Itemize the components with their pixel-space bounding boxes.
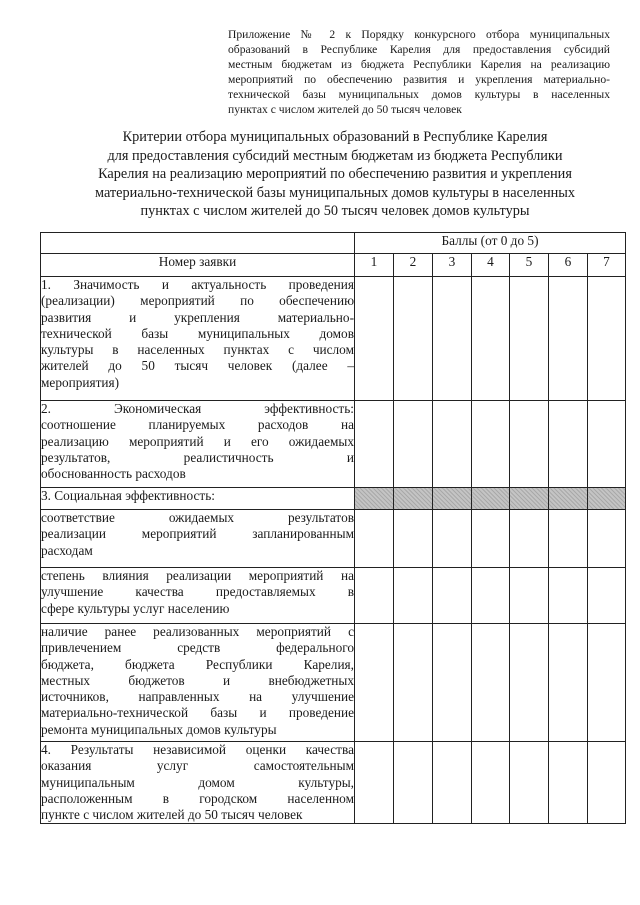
appendix-line: Приложение № 2 к Порядку конкурсного отбора муниципальных [228,28,610,41]
header-blank-cell [41,233,355,254]
shaded-score-cell [433,488,472,510]
appendix-line: мероприятий по обеспечению развития и укрепления материально- [228,73,610,86]
score-cell[interactable] [394,568,433,624]
criteria-line: технической базы муниципальных домов [41,325,354,341]
criteria-line: реализации мероприятий запланированным [41,526,354,542]
score-cell[interactable] [549,742,588,824]
score-cell[interactable] [472,742,510,824]
criteria-line: 4. Результаты независимой оценки качества [41,742,354,757]
criteria-text [41,277,355,401]
shaded-score-cell [394,488,433,510]
score-cell[interactable] [355,277,394,401]
score-cell[interactable] [588,401,626,488]
score-cell[interactable] [588,624,626,742]
score-cell[interactable] [433,401,472,488]
score-cell[interactable] [394,510,433,568]
score-cell[interactable] [510,568,549,624]
score-cell[interactable] [510,742,549,824]
criteria-line: (реализации) мероприятий по обеспечению [41,293,354,309]
title-line: Критерии отбора муниципальных образований в Республике Карелия [122,129,548,145]
score-cell[interactable] [433,568,472,624]
score-cell[interactable] [588,742,626,824]
criteria-text [41,488,355,510]
column-number-2: 2 [394,254,433,277]
score-cell[interactable] [394,624,433,742]
column-number-6: 6 [549,254,588,277]
scores-header-row [41,233,626,254]
score-cell[interactable] [433,277,472,401]
score-cell[interactable] [355,568,394,624]
shaded-score-cell [472,488,510,510]
score-cell[interactable] [510,510,549,568]
score-cell[interactable] [472,401,510,488]
criteria-row [41,488,626,510]
criteria-line: местных бюджетов и внебюджетных [41,672,354,688]
criteria-line: мероприятия) [41,374,120,390]
criteria-line: 1. Значимость и актуальность проведения [41,277,354,292]
appendix-line: пунктах с числом жителей до 50 тысяч человек [228,103,462,116]
score-cell[interactable] [510,277,549,401]
score-cell[interactable] [355,624,394,742]
criteria-line: степень влияния реализации мероприятий на [41,568,354,583]
title-line: пунктах с числом жителей до 50 тысяч человек домов культуры [140,203,530,220]
score-cell[interactable] [588,510,626,568]
column-number-1: 1 [355,254,394,277]
title-line: для предоставления субсидий местным бюджетам из бюджета Республики [107,147,563,164]
criteria-text [41,401,355,488]
score-cell[interactable] [549,277,588,401]
criteria-line: жителей до 50 тысяч человек (далее – [41,358,354,374]
criteria-text [41,568,355,624]
score-cell[interactable] [549,401,588,488]
score-cell[interactable] [472,510,510,568]
criteria-line: ремонта муниципальных домов культуры [41,721,277,737]
criteria-line: расходам [41,542,93,558]
score-cell[interactable] [472,277,510,401]
appendix-line: местным бюджетам из бюджета Республики Карелия на реализацию [228,58,610,71]
score-cell[interactable] [472,624,510,742]
criteria-text [41,742,355,824]
score-cell[interactable] [510,624,549,742]
criteria-line: соответствие ожидаемых результатов [41,510,354,525]
score-cell[interactable] [355,401,394,488]
criteria-row [41,401,626,488]
score-cell[interactable] [394,277,433,401]
title-line: материально-технической базы муниципальных домов культуры в населенных [95,184,575,201]
criteria-line: наличие ранее реализованных мероприятий с [41,624,354,639]
criteria-line: развития и укрепления материально- [41,309,354,325]
column-number-4: 4 [472,254,510,277]
score-cell[interactable] [549,624,588,742]
score-cell[interactable] [588,568,626,624]
criteria-row [41,624,626,742]
criteria-line: источников, направленных на улучшение [41,689,354,705]
score-cell[interactable] [433,624,472,742]
criteria-row [41,742,626,824]
criteria-line: бюджета, бюджета Республики Карелия, [41,656,354,672]
appendix-line: образований в Республике Карелия для предоставления субсидий [228,43,610,56]
criteria-line: соотношение планируемых расходов на [41,417,354,433]
column-number-5: 5 [510,254,549,277]
criteria-text [41,624,355,742]
criteria-line: реализацию мероприятий и его ожидаемых [41,433,354,449]
criteria-line: результатов, реалистичность и [41,449,354,465]
shaded-score-cell [510,488,549,510]
criteria-text [41,510,355,568]
criteria-line: муниципальным домом культуры, [41,774,354,790]
criteria-row [41,568,626,624]
scores-header: Баллы (от 0 до 5) [355,233,626,254]
shaded-score-cell [588,488,626,510]
criteria-line: расположенным в городском населенном [41,790,354,806]
score-cell[interactable] [549,568,588,624]
criteria-line: привлечением средств федерального [41,640,354,656]
shaded-score-cell [549,488,588,510]
criteria-line: материально-технической базы и проведение [41,705,354,721]
document-title [40,128,630,221]
score-cell[interactable] [394,742,433,824]
score-cell[interactable] [472,568,510,624]
criteria-line: 2. Экономическая эффективность: [41,401,354,416]
shaded-score-cell [355,488,394,510]
criteria-line: обоснованность расходов [41,466,186,482]
score-cell[interactable] [433,510,472,568]
appendix-note [228,27,610,117]
score-cell[interactable] [549,510,588,568]
score-cell[interactable] [433,742,472,824]
score-cell[interactable] [355,510,394,568]
criteria-line: сфере культуры услуг населению [41,600,230,616]
criteria-row [41,510,626,568]
criteria-line: культуры в населенных пунктах с числом [41,342,354,358]
column-number-3: 3 [433,254,472,277]
criteria-row [41,277,626,401]
criteria-line: 3. Социальная эффективность: [41,488,215,503]
title-line: Карелия на реализацию мероприятий по обеспечению развития и укрепления [98,166,572,183]
score-cell[interactable] [394,401,433,488]
column-number-7: 7 [588,254,626,277]
appendix-line: технической базы муниципальных домов культуры в населенных [228,88,610,101]
criteria-line: улучшение качества предоставляемых в [41,584,354,600]
score-cell[interactable] [510,401,549,488]
score-cell[interactable] [588,277,626,401]
criteria-line: пункте с числом жителей до 50 тысяч человек [41,807,303,823]
application-number-label: Номер заявки [41,254,355,277]
criteria-line: оказания услуг самостоятельным [41,758,354,774]
score-cell[interactable] [355,742,394,824]
application-number-row [41,254,626,277]
criteria-table [40,232,626,824]
